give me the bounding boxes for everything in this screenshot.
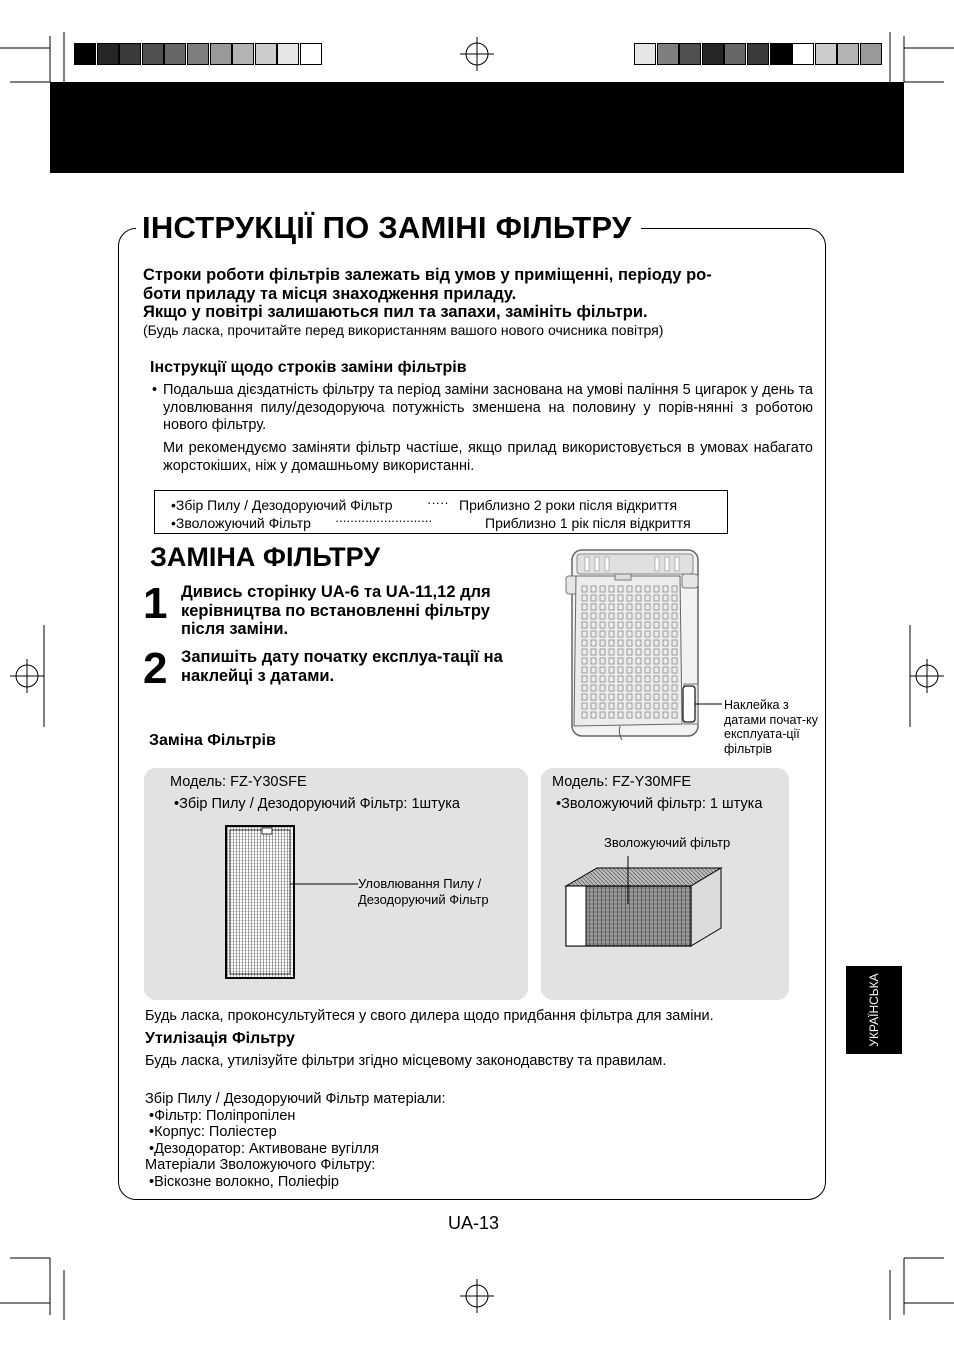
materials-heading: Збір Пилу / Дезодоруючий Фільтр матеріали: xyxy=(145,1091,446,1107)
life-row-2-name: •Зволожуючий Фільтр xyxy=(171,515,311,531)
intro-line-1: Строки роботи фільтрів залежать від умов у приміщенні, періоду ро- xyxy=(143,266,712,284)
life-row-2-leader: ·························· xyxy=(335,513,432,528)
color-swatch xyxy=(97,43,119,65)
page-title: ІНСТРУКЦІЇ ПО ЗАМІНІ ФІЛЬТРУ xyxy=(136,210,641,246)
sticker-label: Наклейка з датами почат-ку експлуата-ції фільтрів xyxy=(724,698,818,756)
color-swatch xyxy=(255,43,277,65)
filter-life-table xyxy=(154,490,728,534)
color-swatch xyxy=(634,43,656,65)
color-swatch xyxy=(702,43,724,65)
schedule-recommendation: Ми рекомендуємо заміняти фільтр частіше, якщо прилад використовується в умовах набагато жорстокіших, ніж у домашньому використанні. xyxy=(163,440,813,474)
dealer-note: Будь ласка, проконсультуйтеся у свого дилера щодо придбання фільтра для заміни. xyxy=(145,1008,714,1024)
filters-heading: Заміна Фільтрів xyxy=(149,732,276,749)
dust-filter-callout-line-2: Дезодоруючий Фільтр xyxy=(358,892,489,907)
step-1-number: 1 xyxy=(143,579,168,628)
air-purifier-illustration xyxy=(560,546,710,746)
intro xyxy=(143,266,823,339)
page-number: UA-13 xyxy=(448,1213,500,1233)
color-swatch xyxy=(724,43,746,65)
color-swatch xyxy=(187,43,209,65)
life-row-1-leader: ····· xyxy=(427,495,449,510)
life-row-1-period: Приблизно 2 роки після відкриття xyxy=(459,497,678,513)
language-tab-label: УКРАЇНСЬКА xyxy=(867,973,881,1047)
color-swatch xyxy=(679,43,701,65)
material-item: •Корпус: Поліестер xyxy=(149,1124,277,1140)
color-swatch xyxy=(792,43,814,65)
material-item: •Дезодоратор: Активоване вугілля xyxy=(149,1140,380,1157)
dust-filter-item: •Збір Пилу / Дезодоруючий Фільтр: 1штука xyxy=(174,796,460,812)
dust-filter-callout-line-1: Уловлювання Пилу / xyxy=(358,876,482,891)
humid-materials-heading: Матеріали Зволожуючого Фільтру: xyxy=(145,1157,376,1173)
humidifying-filter-illustration xyxy=(561,852,731,962)
intro-line-3: Якщо у повітрі залишаються пил та запахи, замініть фільтри. xyxy=(143,303,648,321)
color-swatch xyxy=(119,43,141,65)
language-tab xyxy=(846,966,902,1054)
color-swatch xyxy=(232,43,254,65)
life-row-2-period: Приблизно 1 рік після відкриття xyxy=(485,515,691,531)
color-swatch xyxy=(837,43,859,65)
color-swatch xyxy=(657,43,679,65)
color-swatch xyxy=(300,43,322,65)
color-swatch xyxy=(142,43,164,65)
color-swatch xyxy=(74,43,96,65)
color-swatch xyxy=(277,43,299,65)
step-2-number: 2 xyxy=(143,644,168,693)
header-bar xyxy=(50,82,904,173)
step-1-text: Дивись сторінку UA-6 та UA-11,12 для керівництва по встановленні фільтру після заміни. xyxy=(181,583,491,638)
intro-note: (Будь ласка, прочитайте перед використанням вашого нового очисника повітря) xyxy=(143,321,664,338)
humid-filter-model: Модель: FZ-Y30MFE xyxy=(552,774,692,790)
color-swatch xyxy=(210,43,232,65)
dust-filter-model: Модель: FZ-Y30SFE xyxy=(170,774,307,790)
dust-filter-callout xyxy=(358,876,489,908)
humid-filter-callout: Зволожуючий фільтр xyxy=(604,835,731,850)
intro-line-2: боти приладу та місця знаходження приладу. xyxy=(143,284,517,303)
dust-filter-illustration xyxy=(224,824,364,984)
life-row-1-name: •Збір Пилу / Дезодоруючий Фільтр xyxy=(171,497,393,513)
color-swatch xyxy=(747,43,769,65)
color-swatch xyxy=(164,43,186,65)
panel-humidifying-filter xyxy=(541,768,789,1000)
schedule-heading: Інструкції щодо строків заміни фільтрів xyxy=(150,359,467,376)
panel-dust-filter xyxy=(144,768,528,1000)
materials-list xyxy=(145,1091,446,1190)
humid-material-item: •Віскозне волокно, Поліефір xyxy=(149,1173,339,1190)
schedule-bullet: Подальша дієздатність фільтру та період заміни заснована на умові паління 5 цигарок у день та уловлювання пилу/дезодоруюча потужність зменшена на половину у порів-нянні з роботою нового фільтру. xyxy=(163,382,813,433)
color-swatch xyxy=(815,43,837,65)
disposal-text: Будь ласка, утилізуйте фільтри згідно місцевому законодавству та правилам. xyxy=(145,1053,667,1069)
color-swatch xyxy=(860,43,882,65)
disposal-heading: Утилізація Фільтру xyxy=(145,1030,295,1047)
color-swatch xyxy=(770,43,792,65)
humid-filter-item: •Зволожуючий фільтр: 1 штука xyxy=(556,796,763,812)
replacement-title: ЗАМІНА ФІЛЬТРУ xyxy=(150,542,381,572)
step-2-text: Запишіть дату початку експлуа-тації на наклейці з датами. xyxy=(181,648,503,685)
bullet-dot: • xyxy=(152,382,158,398)
material-item: •Фільтр: Поліпропілен xyxy=(149,1107,296,1124)
